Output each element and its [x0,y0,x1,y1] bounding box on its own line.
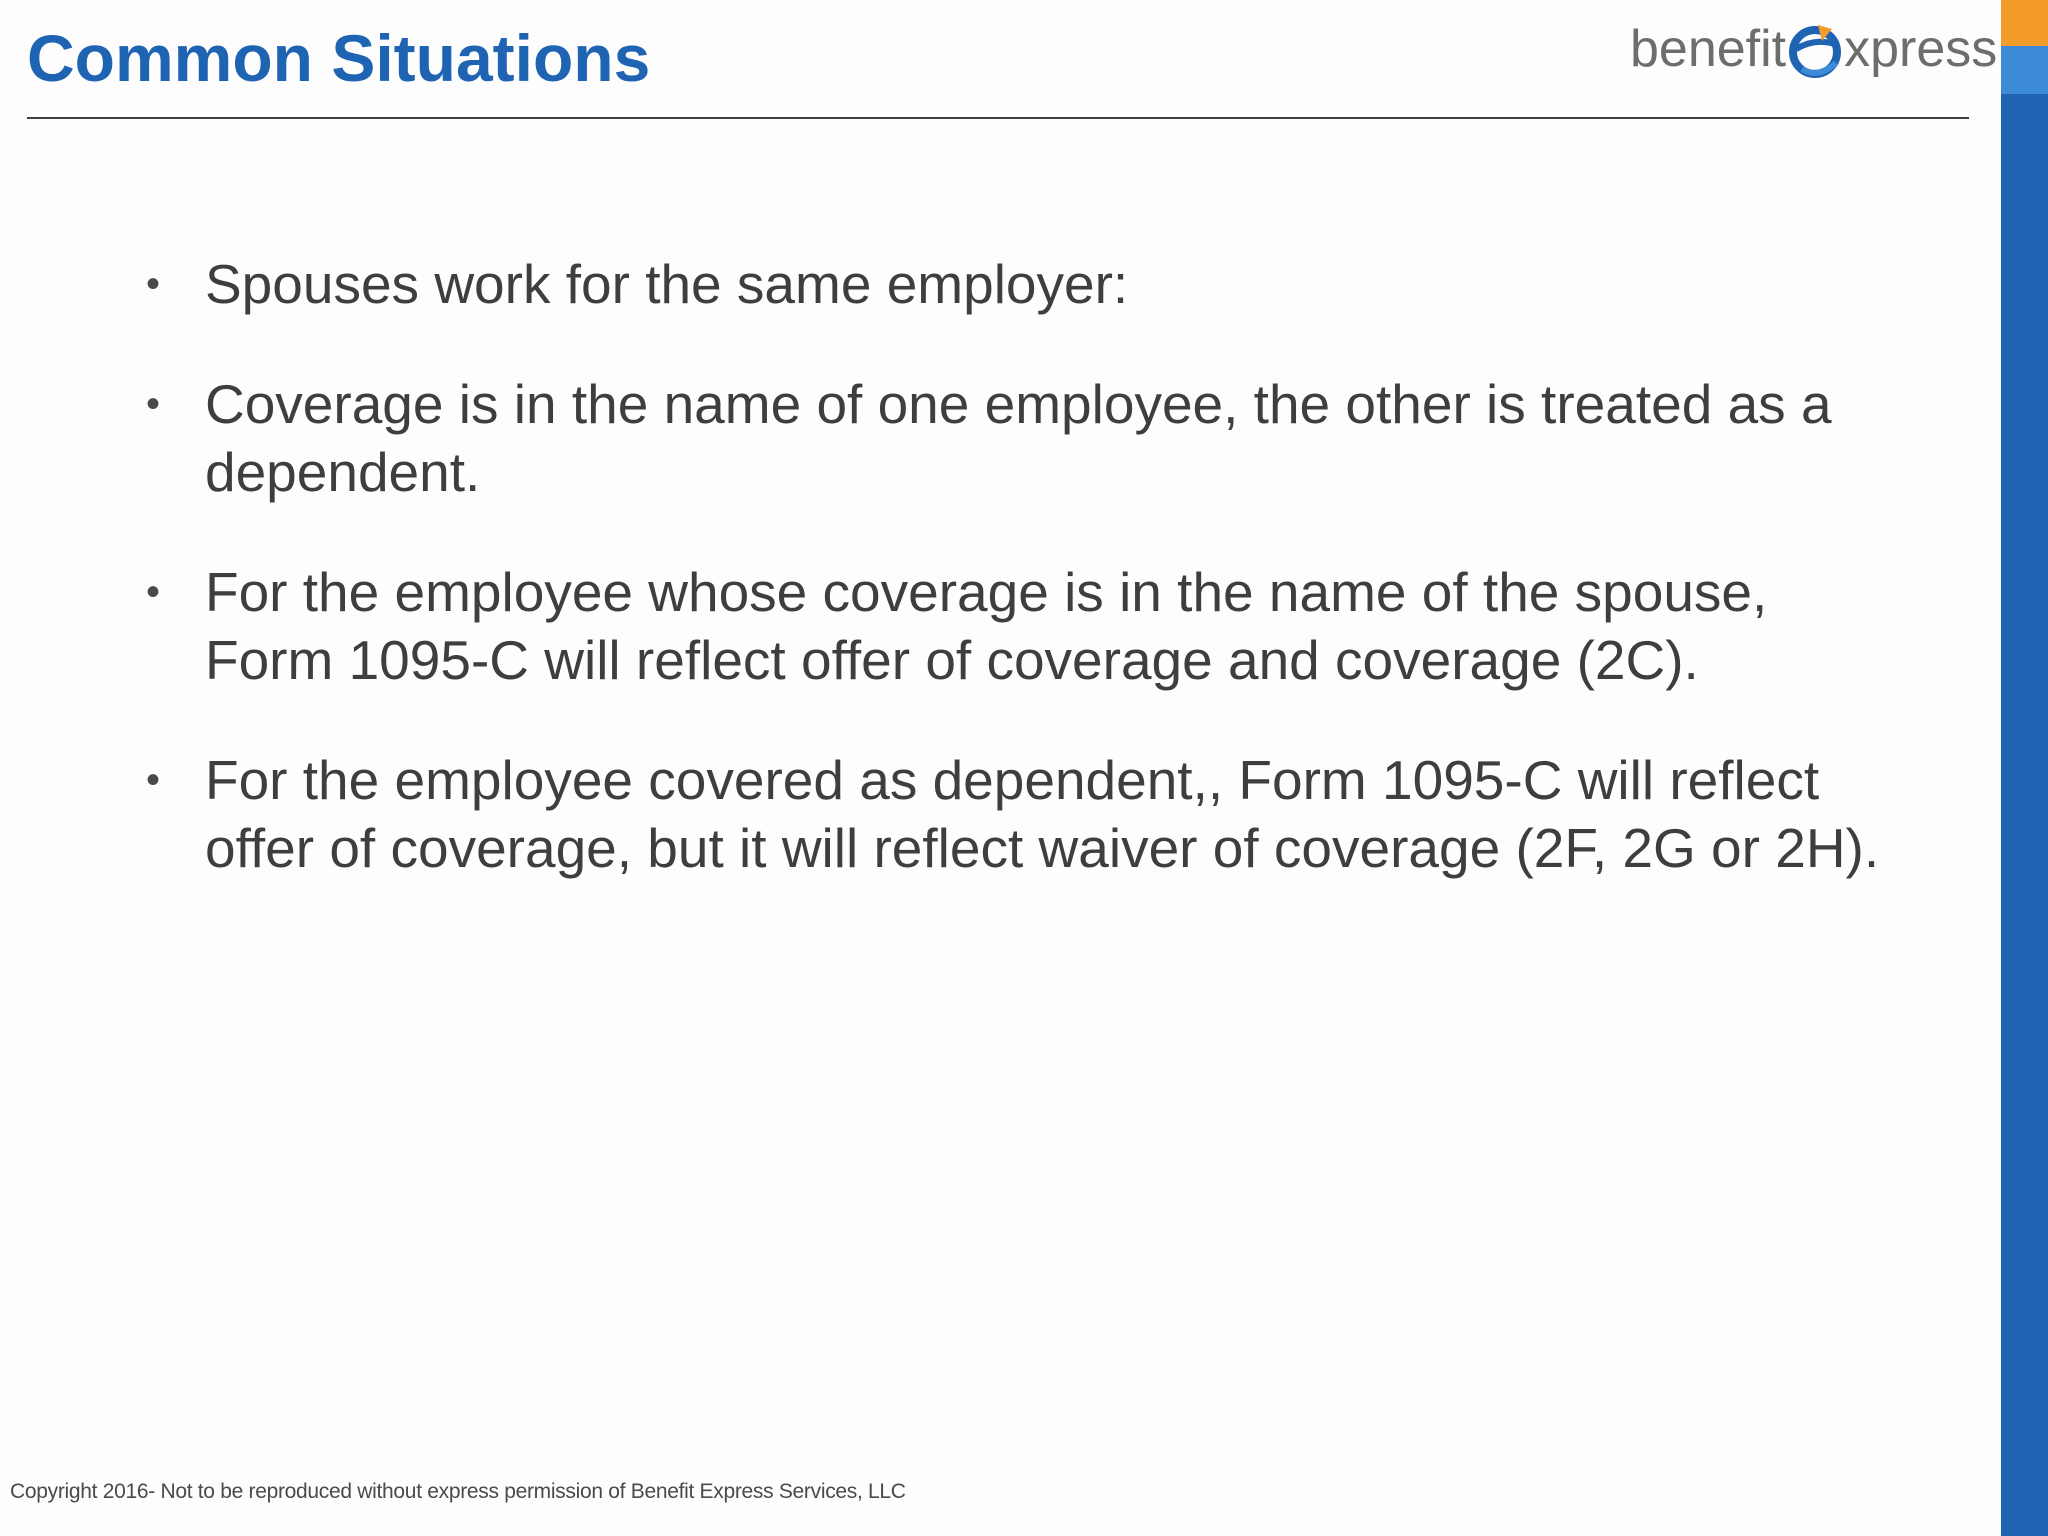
bullet-text: Spouses work for the same employer: [205,253,1129,315]
bullet-text: For the employee covered as dependent,, Form 1095-C will reflect offer of coverage, but it will reflect waiver of coverage (2F, 2G or 2H). [205,749,1880,879]
bullet-item [140,746,1900,882]
company-logo [1630,14,1997,84]
bullet-list [140,250,1900,934]
logo-text-left: benefit [1630,20,1787,78]
bullet-item [140,370,1900,506]
page-title: Common Situations [27,21,651,95]
right-accent-bar [2001,0,2048,1536]
bullet-icon: • [146,758,161,802]
bullet-icon: • [146,570,161,614]
bullet-text: For the employee whose coverage is in the name of the spouse, Form 1095-C will reflect offer of coverage and coverage (2C). [205,561,1768,691]
copyright-footer: Copyright 2016- Not to be reproduced without express permission of Benefit Express Services, LLC [10,1480,906,1503]
bullet-item [140,558,1900,694]
accent-orange-block [2001,0,2048,46]
bullet-text: Coverage is in the name of one employee, the other is treated as a dependent. [205,373,1832,503]
bullet-icon: • [146,262,161,306]
bullet-icon: • [146,382,161,426]
express-e-logo-icon [1788,19,1842,79]
bullet-item [140,250,1900,318]
title-divider [27,117,1969,119]
logo-text-right: xpress [1844,20,1998,78]
accent-light-blue-block [2001,46,2048,94]
